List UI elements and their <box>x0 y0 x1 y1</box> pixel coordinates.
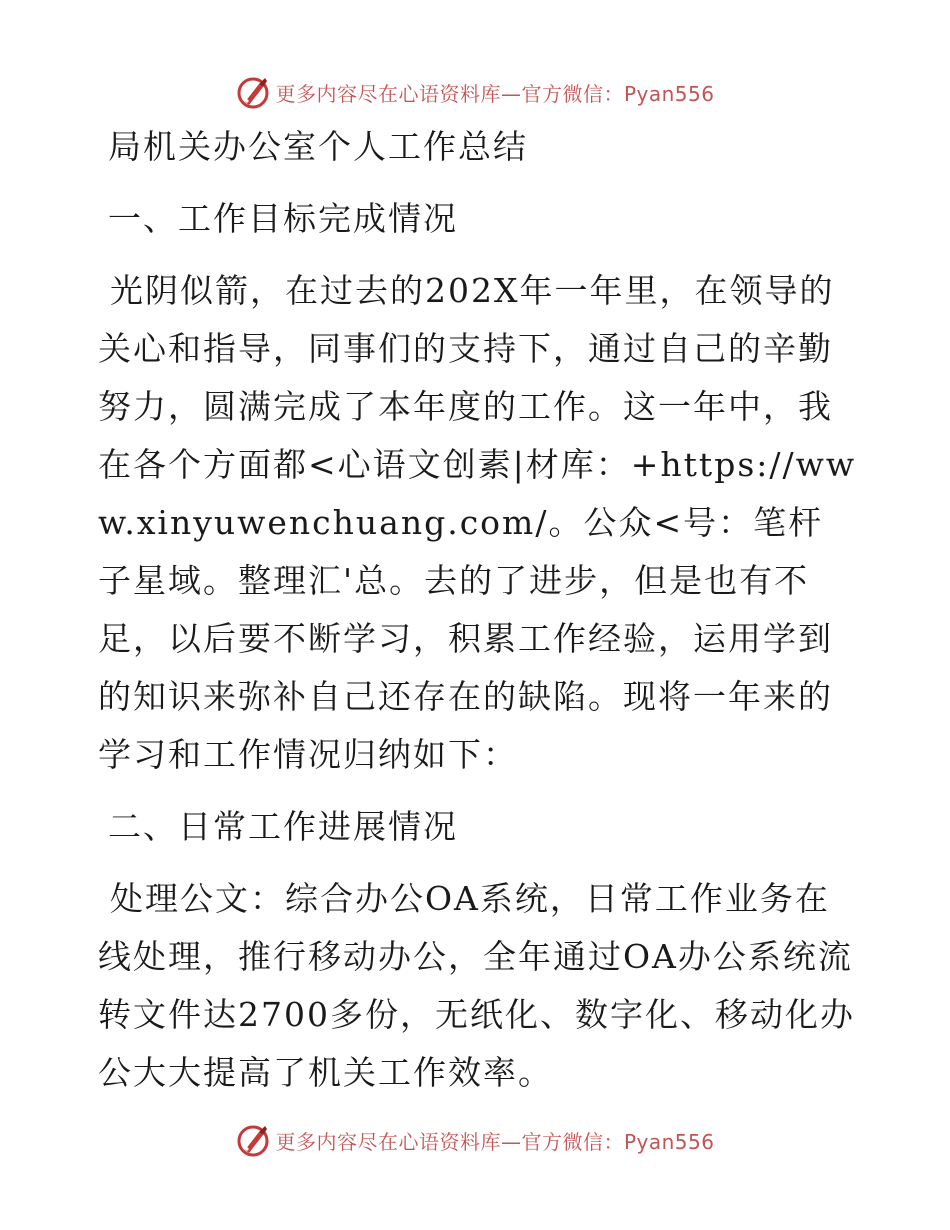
footer-banner <box>0 1118 950 1162</box>
document-title: 局机关办公室个人工作总结 <box>108 127 528 166</box>
footer-banner-text: 更多内容尽在心语资料库—官方微信：Pyan556 <box>275 1129 715 1154</box>
document-body <box>98 118 858 1116</box>
header-banner-text: 更多内容尽在心语资料库—官方微信：Pyan556 <box>275 81 715 106</box>
pen-logo-icon <box>235 1122 271 1158</box>
section-paragraph-1: 光阴似箭，在过去的202X年一年里，在领导的关心和指导，同事们的支持下，通过自己的辛勤努力，圆满完成了本年度的工作。这一年中，我在各个方面都<心语文创素|材库：+https://www.xinyuwenchuang.com/。公众<号：笔杆子星域。整理汇'总。去的了进步，但是也有不足，以后要不断学习，积累工作经验，运用学到的知识来弥补自己还存在的缺陷。现将一年来的学习和工作情况归纳如下： <box>98 271 857 774</box>
pen-logo-icon <box>235 74 271 110</box>
section-heading-2: 二、日常工作进展情况 <box>108 807 458 846</box>
section-paragraph-2: 处理公文：综合办公OA系统，日常工作业务在线处理，推行移动办公，全年通过OA办公系统流转文件达2700多份，无纸化、数字化、移动化办公大大提高了机关工作效率。 <box>98 879 855 1092</box>
section-heading-1: 一、工作目标完成情况 <box>108 199 458 238</box>
header-banner <box>0 70 950 114</box>
